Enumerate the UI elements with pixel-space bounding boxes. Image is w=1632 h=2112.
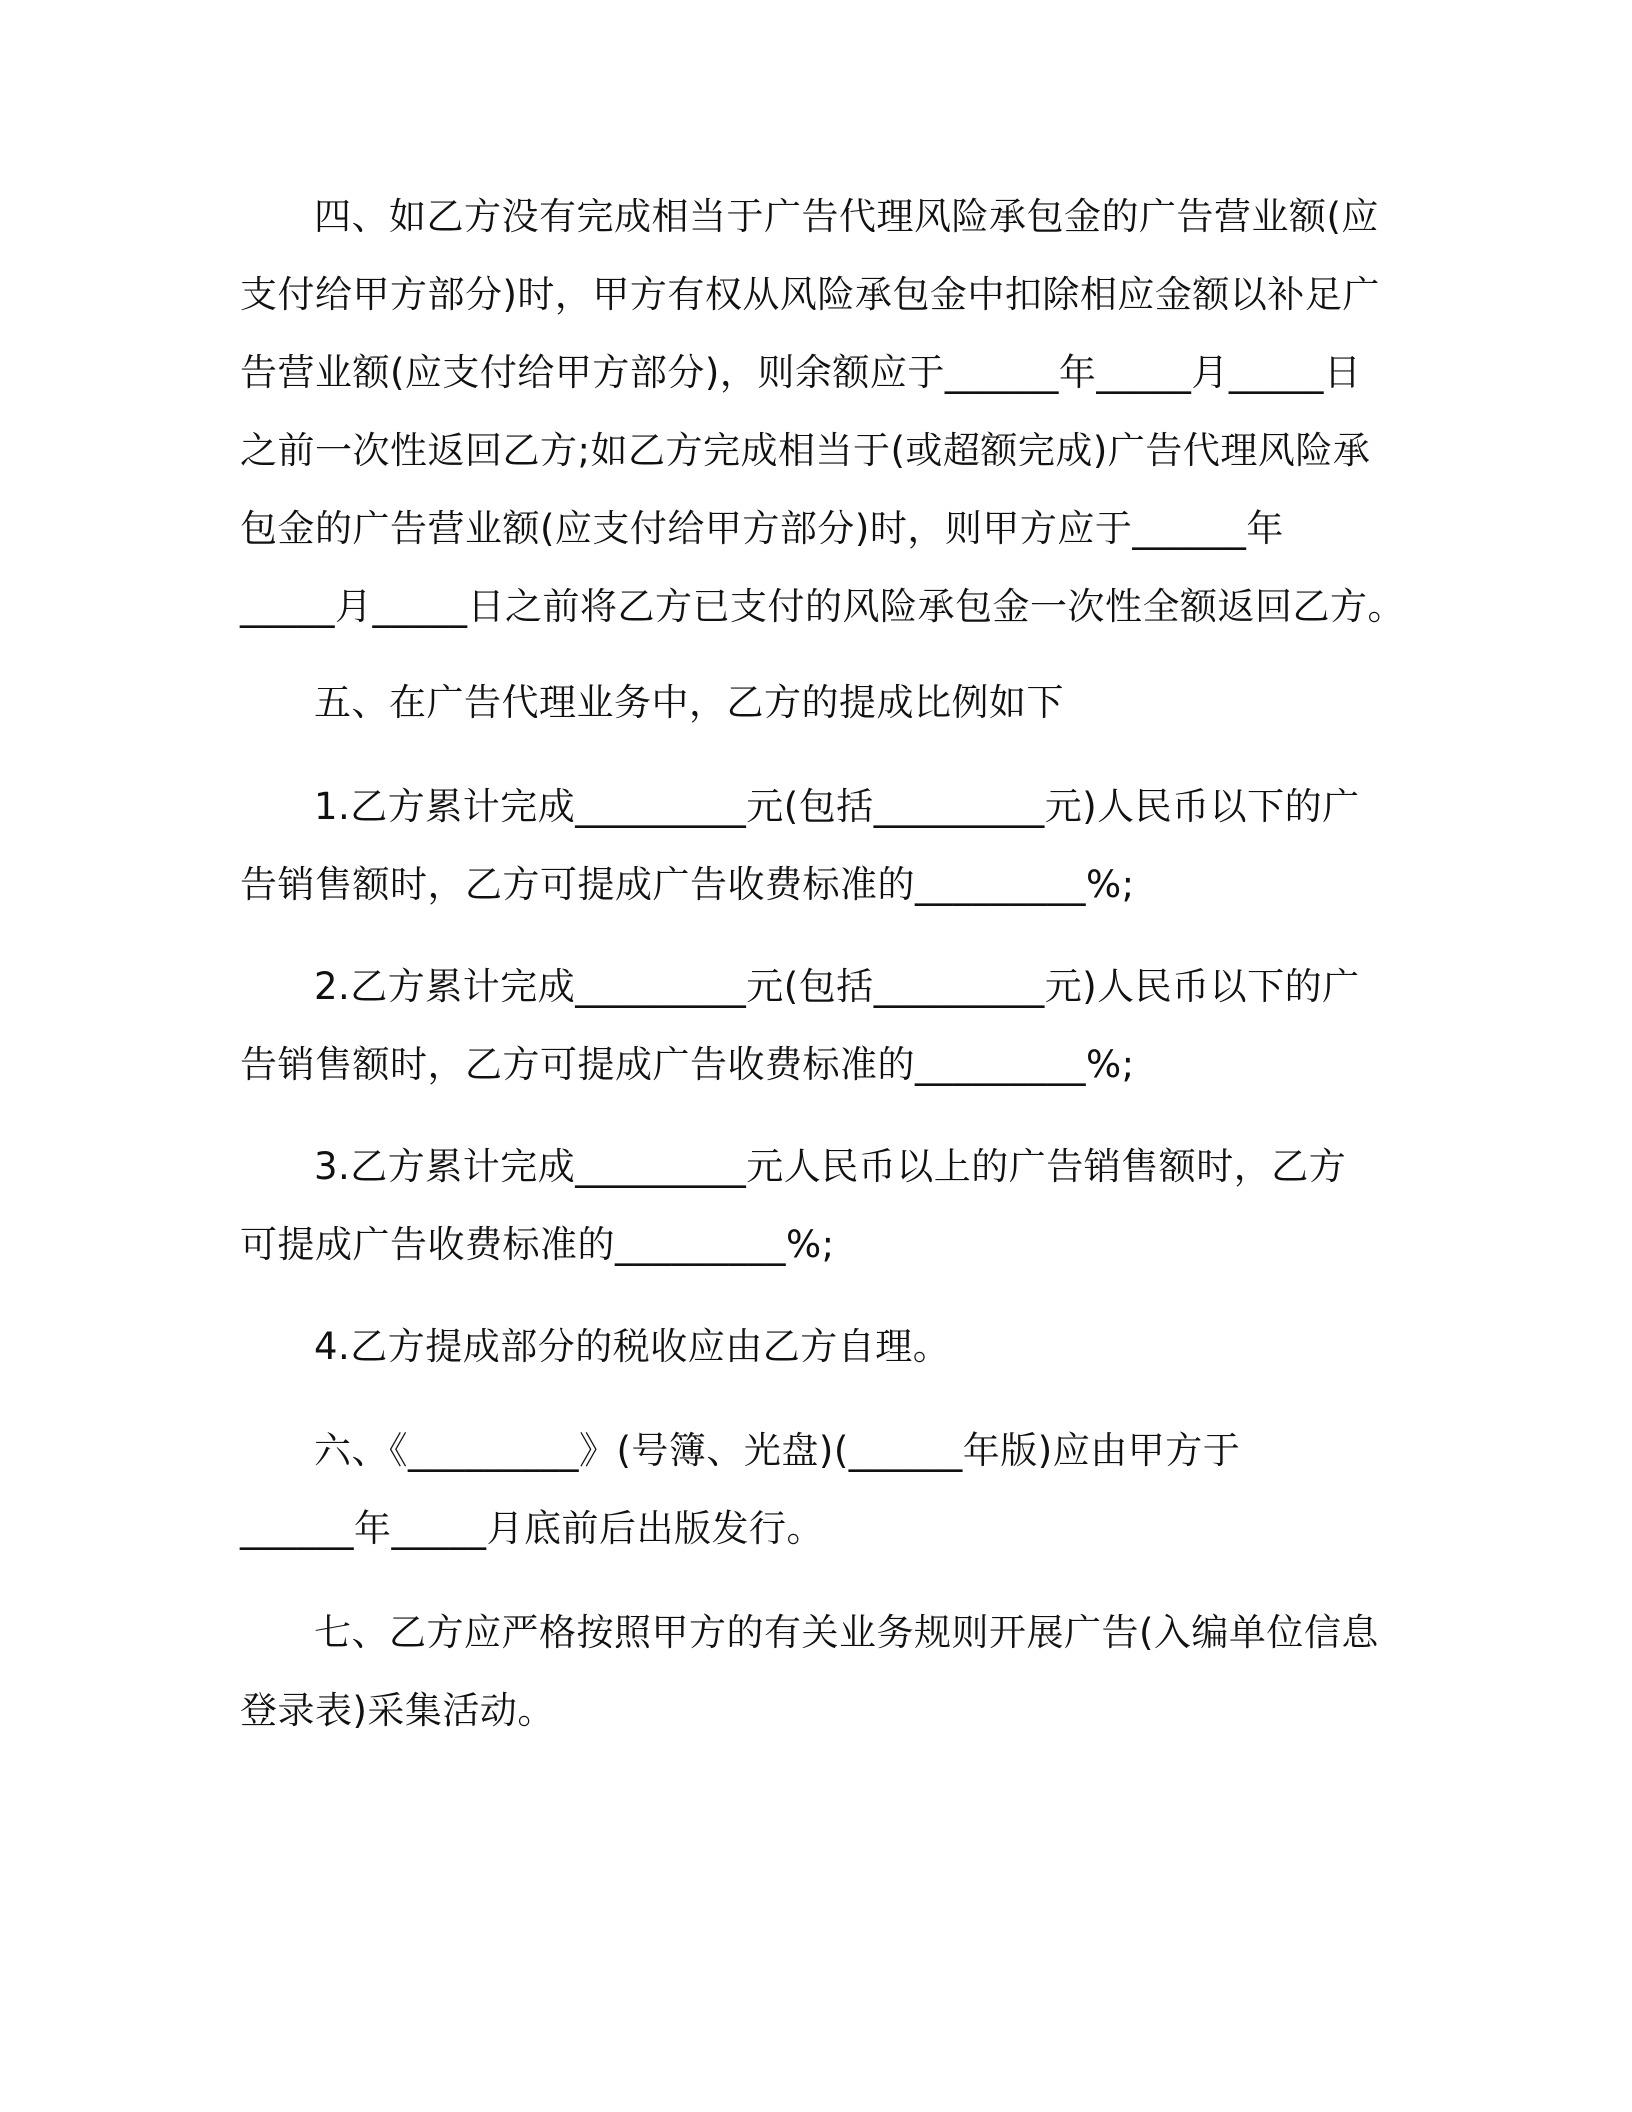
item-1-line-2: 告销售额时，乙方可提成广告收费标准的_________%; [240,863,1135,906]
section-6-paragraph [240,1412,1400,1568]
section-6-line-2: ______年_____月底前后出版发行。 [240,1507,824,1550]
section-7-paragraph [240,1594,1400,1750]
section-7-line-1: 七、乙方应严格按照甲方的有关业务规则开展广告(入编单位信息 [314,1611,1379,1654]
section-7-line-2: 登录表)采集活动。 [240,1689,555,1732]
section-5-item-4 [240,1308,1400,1386]
item-2-line-1: 2.乙方累计完成_________元(包括_________元)人民币以下的广 [314,965,1360,1008]
section-4-line-5: 包金的广告营业额(应支付给甲方部分)时，则甲方应于______年 [240,507,1284,550]
section-4-line-6: _____月_____日之前将乙方已支付的风险承包金一次性全额返回乙方。 [240,585,1405,628]
item-3-line-1: 3.乙方累计完成_________元人民币以上的广告销售额时，乙方 [314,1145,1347,1188]
item-4-line-1: 4.乙方提成部分的税收应由乙方自理。 [314,1325,951,1368]
section-4-paragraph [240,178,1405,646]
section-4-line-2: 支付给甲方部分)时，甲方有权从风险承包金中扣除相应金额以补足广 [240,273,1380,316]
section-5-heading [240,664,1400,742]
section-6-line-1: 六、《_________》(号簿、光盘)(______年版)应由甲方于 [314,1429,1241,1472]
item-2-line-2: 告销售额时，乙方可提成广告收费标准的_________%; [240,1043,1135,1086]
section-4-line-3: 告营业额(应支付给甲方部分)，则余额应于______年_____月_____日 [240,351,1362,394]
section-5-heading-text: 五、在广告代理业务中，乙方的提成比例如下 [314,681,1064,724]
section-5-item-3 [240,1128,1400,1284]
section-5-item-2 [240,948,1400,1104]
section-5-item-1 [240,768,1400,924]
item-3-line-2: 可提成广告收费标准的_________%; [240,1223,835,1266]
section-4-line-1: 四、如乙方没有完成相当于广告代理风险承包金的广告营业额(应 [314,195,1379,238]
section-4-line-4: 之前一次性返回乙方;如乙方完成相当于(或超额完成)广告代理风险承 [240,429,1371,472]
item-1-line-1: 1.乙方累计完成_________元(包括_________元)人民币以下的广 [314,785,1360,828]
